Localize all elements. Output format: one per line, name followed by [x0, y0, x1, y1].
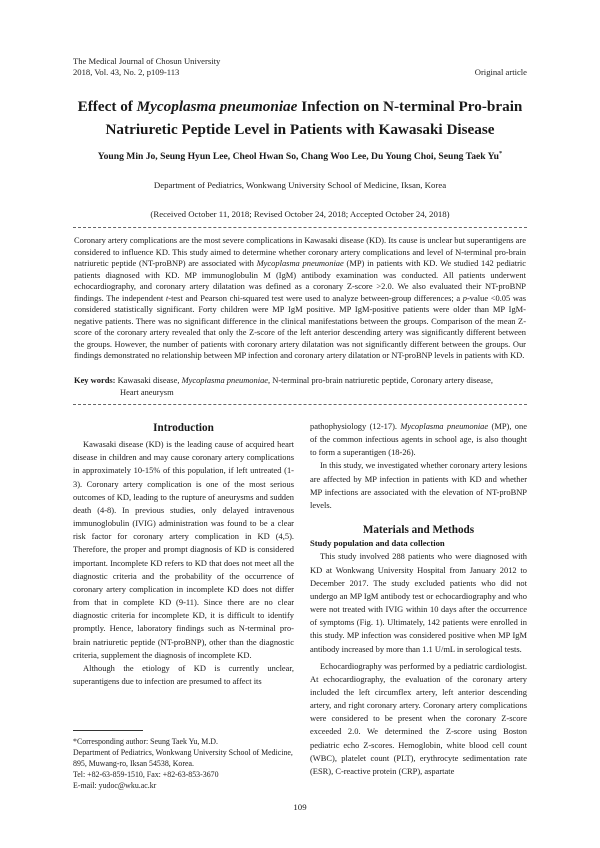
intro-paragraph-3: pathophysiology (12-17). Mycoplasma pneumoniae (MP), one of the common infectious agents in school age, is also thought to form a superantigen (18-26). — [310, 421, 527, 458]
volume-info: 2018, Vol. 43, No. 2, p109-113 — [73, 67, 180, 77]
intro-paragraph-2: Although the etiology of KD is currently unclear, superantigens due to infection are presumed to affect its — [73, 662, 294, 686]
methods-paragraph-1: This study involved 288 patients who were diagnosed with KD at Wonkwang University Hospital from January 2012 to December 2017. The study excluded patients who did not undergo an MP IgM antibody test or echocardiography and who were not treated with IVIG within 10 days after the occurrence of symptoms (Fig. 1). Ultimately, 142 patients were enrolled in this study. MP infection was considered positive when MP IgM antibody increased by more than 1.1 U/mL in serological tests. — [310, 551, 527, 654]
introduction-heading: Introduction — [153, 422, 214, 434]
affiliation: Department of Pediatrics, Wonkwang University School of Medicine, Iksan, Korea — [153, 180, 447, 190]
article-type: Original article — [474, 67, 527, 77]
corresponding-mark: * — [499, 150, 503, 157]
right-column — [310, 420, 527, 778]
divider-top — [73, 227, 527, 228]
divider-bottom — [73, 404, 527, 405]
article-title: Effect of Mycoplasma pneumoniae Infection on N-terminal Pro-brain Natriuretic Peptide Level in Patients with Kawasaki Disease — [77, 98, 523, 138]
keywords-label: Key words: — [74, 375, 116, 385]
methods-subheading: Study population and data collection — [310, 538, 445, 549]
methods-paragraph-2: Echocardiography was performed by a pediatric cardiologist. At echocardiography, the evaluation of the coronary artery included the left circumflex artery, left anterior descending artery, and right coronary artery. Coronary artery complications were considered to be present when the coronary Z-score exceeded 2.0. We determined the Z-score using Boston pediatric echo Z-scores. Hemoglobin, white blood cell count (WBC), platelet count (PLT), erythrocyte sedimentation rate (ESR), C-reactive protein (CRP), aspartate — [310, 660, 527, 776]
author-list: Young Min Jo, Seung Hyun Lee, Cheol Hwan So, Chang Woo Lee, Du Young Choi, Seung Taek Yu* — [97, 150, 503, 163]
page-number: 109 — [293, 802, 307, 812]
intro-paragraph-1: Kawasaki disease (KD) is the leading cause of acquired heart disease in children and may cause coronary artery complications in approximately 10-15% of this population, if left untreated (1-3). Coronary artery complication is one of the most serious outcomes of KD, leading to the rupture of aneurysms and sudden death (4-8). In previous studies, only delayed intravenous immunoglobulin (IVIG) administration was found to be a clear risk factor for coronary artery complication in KD (4,5). Therefore, the proper and prompt diagnosis of KD is considered important. Incomplete KD refers to KD that does not meet all the diagnostic criteria and the probability of the occurrence of coronary artery complication in incomplete KD does not differ from that in complete KD (9-11). Since there are no clear diagnostic criteria for incomplete KD, it is difficult to identify promptly. Hence, laboratory findings such as N-terminal pro-brain natriuretic peptide (NT-proBNP), other than the diagnostic criteria, supplement the diagnosis of incomplete KD. — [73, 439, 294, 660]
intro-paragraph-4: In this study, we investigated whether coronary artery lesions are affected by MP infection in patients with KD and whether MP infections are associated with the elevation of NT-proBNP levels. — [310, 460, 527, 510]
footnote-rule — [73, 730, 143, 731]
left-column — [73, 422, 294, 688]
footnote: *Corresponding author: Seung Taek Yu, M.D. Department of Pediatrics, Wonkwang University School of Medicine, 895, Muwang-ro, Iksan 54538, Korea. Tel: +82-63-859-1510, Fax: +82-63-853-3670 E-mail: yudoc@wku.ac.kr — [73, 737, 293, 790]
methods-heading: Materials and Methods — [362, 524, 475, 537]
article-dates: (Received October 11, 2018; Revised October 24, 2018; Accepted October 24, 2018) — [150, 209, 450, 219]
keywords: Key words: Kawasaki disease, Mycoplasma pneumoniae, N-terminal pro-brain natriuretic peptide, Coronary artery disease, Heart aneurysm — [74, 375, 493, 397]
journal-name: The Medical Journal of Chosun University — [73, 56, 221, 66]
abstract: Coronary artery complications are the most severe complications in Kawasaki disease (KD). Its cause is unclear but superantigens are considered to influence KD. This study aimed to determine whether coronary artery complications and level of N-terminal pro-brain natriuretic peptide (NT-proBNP) are associated with Mycoplasma pneumoniae (MP) in patients with KD. We studied 142 pediatric patients diagnosed with KD. MP immunoglobulin M (IgM) antibody examination was conducted. All patients underwent echocardiography, and coronary artery dilatation was defined as a coronary Z-score >2.0. We also evaluated their NT-proBNP findings. The independent t-test and Pearson chi-squared test were used to analyze between-group differences; a p-value <0.05 was considered statistically significant. Forty children were MP IgM positive. MP IgM-positive patients were older than MP IgM-negative patients. There was no significant difference in the clinical manifestations between the groups. Comparison of the mean Z-score of the coronary artery revealed that only the Z-score of the left anterior descending artery was significantly different between the groups. However, the number of patients with coronary artery dilatation was not significantly different between the groups. Our findings demonstrated no relationship between MP infection and coronary artery dilatation or NT-proBNP levels in patients with KD. — [74, 235, 527, 361]
